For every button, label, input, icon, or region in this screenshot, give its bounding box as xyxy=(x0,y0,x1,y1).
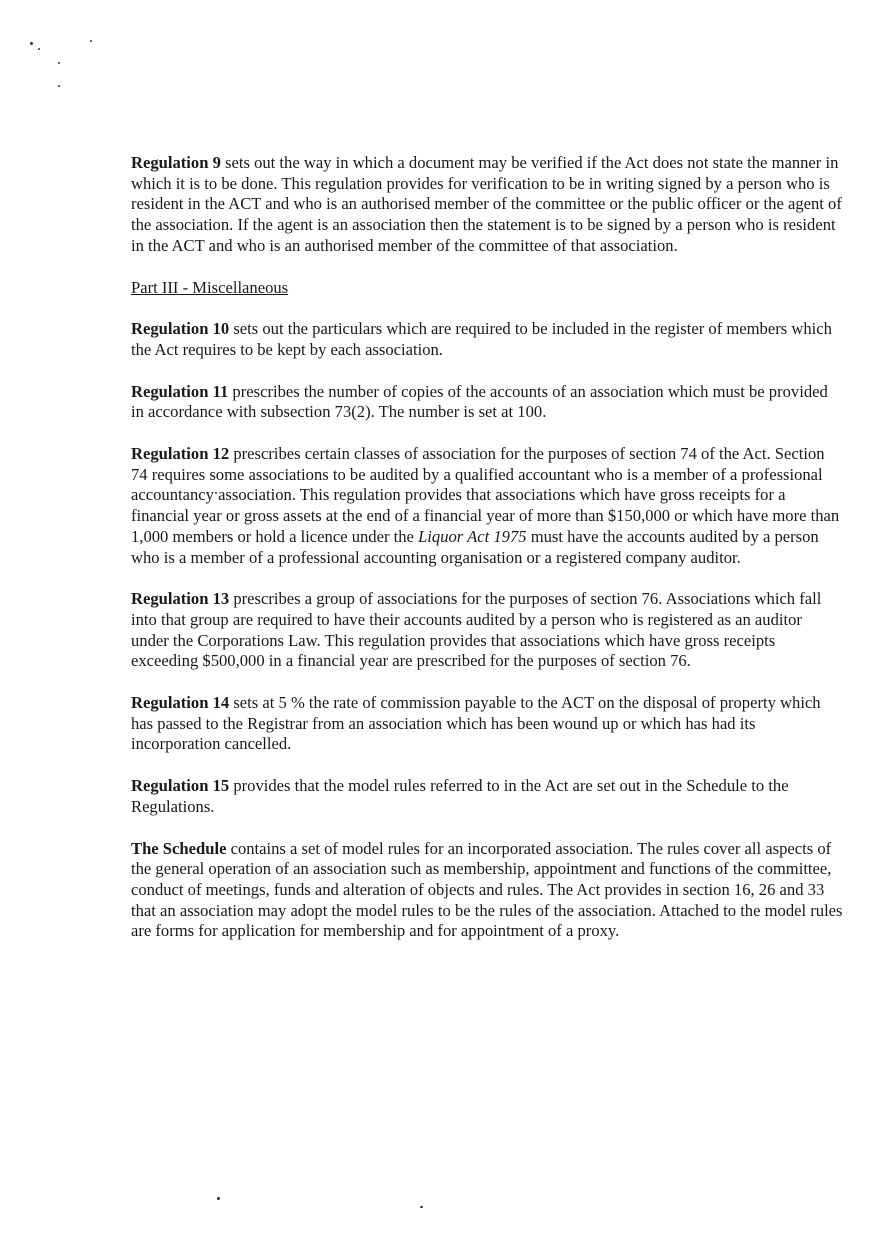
regulation-10-text: sets out the particulars which are required to be included in the register of members which the Act requires to be kept by each association. xyxy=(131,319,832,359)
regulation-11-text: prescribes the number of copies of the accounts of an association which must be provided in accordance with subsection 73(2). The number is set at 100. xyxy=(131,381,828,422)
paragraph-schedule xyxy=(131,839,843,943)
regulation-14-lead: Regulation 14 xyxy=(131,693,230,713)
scan-speck xyxy=(58,62,60,64)
scan-speck xyxy=(217,1197,220,1200)
scan-speck xyxy=(58,85,60,87)
paragraph-regulation-9 xyxy=(131,153,843,257)
paragraph-regulation-15 xyxy=(131,776,843,817)
regulation-15-text: provides that the model rules referred to in the Act are set out in the Schedule to the Regulations. xyxy=(131,776,789,816)
regulation-13-lead: Regulation 13 xyxy=(131,589,230,609)
scan-speck xyxy=(90,40,92,42)
schedule-text: contains a set of model rules for an incorporated association. The rules cover all aspects of the general operation of an association such as membership, appointment and functions of the committee, conduct of meetings, funds and alteration of objects and rules. The Act provides in section 16, 26 and 33 that an association may adopt the model rules to be the rules of the association. Attached to the model rules are forms for application for membership and for appointment of a proxy. xyxy=(131,838,843,941)
scan-speck xyxy=(30,42,33,45)
paragraph-regulation-11 xyxy=(131,382,843,423)
regulation-11-lead: Regulation 11 xyxy=(131,381,229,401)
regulation-12-lead: Regulation 12 xyxy=(131,444,230,464)
paragraph-regulation-13 xyxy=(131,589,843,672)
section-heading: Part III - Miscellaneous xyxy=(131,277,289,297)
paragraph-regulation-12 xyxy=(131,444,843,568)
regulation-14-text: sets at 5 % the rate of commission payable to the ACT on the disposal of property which has passed to the Registrar from an association which has been wound up or which has had its incorporation cancelled. xyxy=(131,693,821,754)
regulation-9-lead: Regulation 9 xyxy=(131,153,221,172)
regulation-12-text: prescribes certain classes of association for the purposes of section 74 of the Act. Section 74 requires some associations to be audited by a qualified accountant who is a member of a professional accountancy association. This regulation provides that associations which have gross receipts for a financial year or gross assets at the end of a financial year of more than $150,000 or which have more than 1,000 members or hold a licence under the xyxy=(131,444,840,546)
regulation-13-text: prescribes a group of associations for the purposes of section 76. Associations which fall into that group are required to have their accounts audited by a person who is registered as an auditor under the Corporations Law. This regulation provides that associations which have gross receipts exceeding $500,000 in a financial year are prescribed for the purposes of section 76. xyxy=(131,589,822,671)
regulation-10-lead: Regulation 10 xyxy=(131,319,230,339)
regulation-12-text-end: must have the accounts audited by a person who is a member of a professional accounting organisation or a registered company auditor. xyxy=(131,526,819,567)
liquor-act-title: Liquor Act 1975 xyxy=(418,526,527,546)
document-body xyxy=(131,153,843,963)
paragraph-regulation-14 xyxy=(131,693,843,755)
schedule-lead: The Schedule xyxy=(131,838,227,858)
scan-speck xyxy=(420,1206,423,1208)
paragraph-regulation-10 xyxy=(131,319,843,360)
scan-speck xyxy=(38,48,40,50)
regulation-15-lead: Regulation 15 xyxy=(131,776,230,796)
regulation-9-text: sets out the way in which a document may be verified if the Act does not state the manner in which it is to be done. This regulation provides for verification to be in writing signed by a person who is resident in the ACT and who is an authorised member of the committee or the public officer or the agent of the association. If the agent is an association then the statement is to be signed by a person who is resident in the ACT and who is an authorised member of the committee of that association. xyxy=(131,153,842,255)
